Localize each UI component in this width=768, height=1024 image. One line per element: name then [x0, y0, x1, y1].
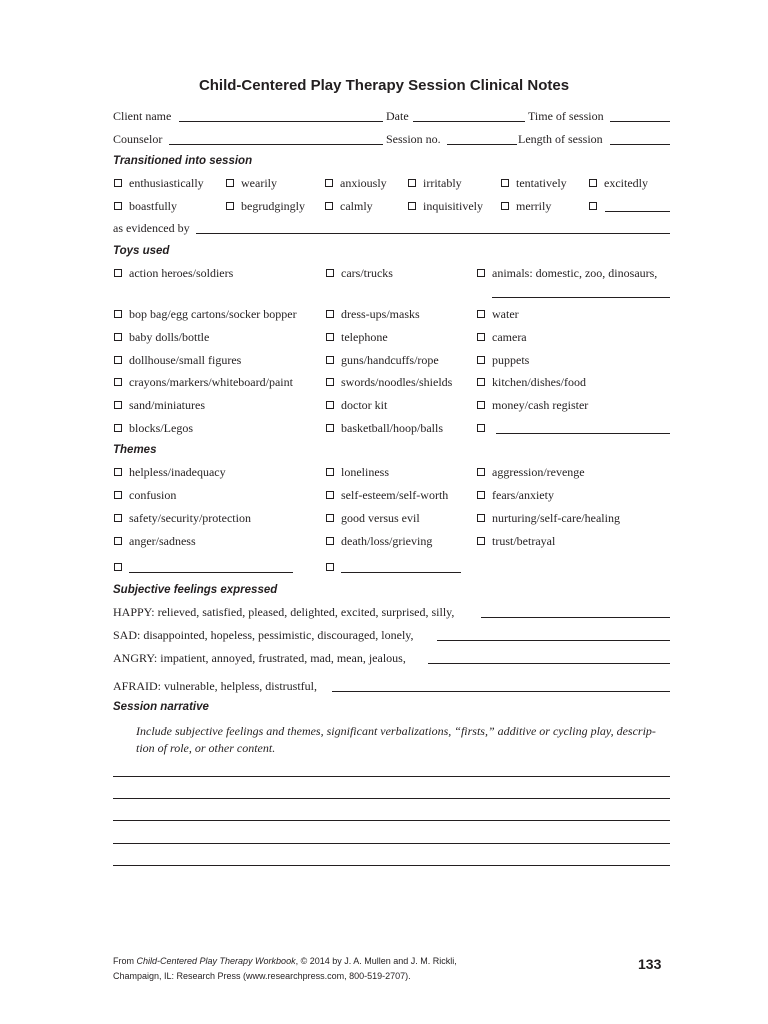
- other-theme-2-field[interactable]: [341, 572, 461, 573]
- session-no-field[interactable]: [447, 144, 517, 145]
- option-label: dollhouse/small figures: [129, 353, 242, 367]
- checkbox-begrudgingly[interactable]: [226, 202, 234, 210]
- option-label: guns/handcuffs/rope: [341, 353, 439, 367]
- checkbox-swords[interactable]: [326, 378, 334, 386]
- footer-credit-line-2: Champaign, IL: Research Press (www.researchpress.com, 800-519-2707).: [113, 971, 411, 981]
- option-label: self-esteem/self-worth: [341, 488, 449, 502]
- checkbox-nurturing[interactable]: [477, 514, 485, 522]
- option-label: death/loss/grieving: [341, 534, 433, 548]
- checkbox-action-heroes[interactable]: [114, 269, 122, 277]
- checkbox-animals[interactable]: [477, 269, 485, 277]
- other-transition-field[interactable]: [605, 211, 670, 212]
- afraid-label: AFRAID: vulnerable, helpless, distrustful,: [113, 679, 317, 693]
- checkbox-helpless[interactable]: [114, 468, 122, 476]
- toys-heading: Toys used: [113, 245, 170, 257]
- option-label: action heroes/soldiers: [129, 266, 234, 280]
- option-label: wearily: [241, 176, 277, 190]
- narrative-line[interactable]: [113, 820, 670, 821]
- option-label: enthusiastically: [129, 176, 204, 190]
- checkbox-baby-dolls[interactable]: [114, 333, 122, 341]
- counselor-field[interactable]: [169, 144, 383, 145]
- checkbox-anger[interactable]: [114, 537, 122, 545]
- option-label: animals: domestic, zoo, dinosaurs,: [492, 266, 658, 280]
- sad-field[interactable]: [437, 640, 670, 641]
- checkbox-excitedly[interactable]: [589, 179, 597, 187]
- option-label: tentatively: [516, 176, 567, 190]
- checkbox-aggression[interactable]: [477, 468, 485, 476]
- option-label: swords/noodles/shields: [341, 375, 453, 389]
- option-label: safety/security/protection: [129, 511, 251, 525]
- checkbox-other-toy[interactable]: [477, 424, 485, 432]
- option-label: dress-ups/masks: [341, 307, 420, 321]
- checkbox-dress-ups[interactable]: [326, 310, 334, 318]
- option-label: doctor kit: [341, 398, 388, 412]
- option-label: camera: [492, 330, 527, 344]
- option-label: irritably: [423, 176, 462, 190]
- checkbox-loneliness[interactable]: [326, 468, 334, 476]
- themes-heading: Themes: [113, 444, 157, 456]
- checkbox-good-vs-evil[interactable]: [326, 514, 334, 522]
- checkbox-puppets[interactable]: [477, 356, 485, 364]
- option-label: anger/sadness: [129, 534, 196, 548]
- narrative-line[interactable]: [113, 865, 670, 866]
- time-of-session-field[interactable]: [610, 121, 670, 122]
- checkbox-camera[interactable]: [477, 333, 485, 341]
- checkbox-money[interactable]: [477, 401, 485, 409]
- narrative-heading: Session narrative: [113, 701, 209, 713]
- checkbox-trust[interactable]: [477, 537, 485, 545]
- checkbox-crayons[interactable]: [114, 378, 122, 386]
- option-label: sand/miniatures: [129, 398, 205, 412]
- option-label: baby dolls/bottle: [129, 330, 210, 344]
- checkbox-guns[interactable]: [326, 356, 334, 364]
- checkbox-other-theme-2[interactable]: [326, 563, 334, 571]
- option-label: nurturing/self-care/healing: [492, 511, 620, 525]
- narrative-line[interactable]: [113, 776, 670, 777]
- counselor-label: Counselor: [113, 132, 163, 146]
- checkbox-confusion[interactable]: [114, 491, 122, 499]
- checkbox-water[interactable]: [477, 310, 485, 318]
- checkbox-kitchen[interactable]: [477, 378, 485, 386]
- option-label: kitchen/dishes/food: [492, 375, 586, 389]
- checkbox-safety[interactable]: [114, 514, 122, 522]
- option-label: excitedly: [604, 176, 648, 190]
- option-label: confusion: [129, 488, 177, 502]
- checkbox-anxiously[interactable]: [325, 179, 333, 187]
- option-label: basketball/hoop/balls: [341, 421, 443, 435]
- option-label: anxiously: [340, 176, 387, 190]
- option-label: blocks/Legos: [129, 421, 193, 435]
- client-name-field[interactable]: [179, 121, 383, 122]
- page-number: 133: [638, 956, 662, 972]
- checkbox-cars[interactable]: [326, 269, 334, 277]
- checkbox-dollhouse[interactable]: [114, 356, 122, 364]
- option-label: fears/anxiety: [492, 488, 554, 502]
- feelings-heading: Subjective feelings expressed: [113, 584, 278, 596]
- option-label: puppets: [492, 353, 530, 367]
- checkbox-tentatively[interactable]: [501, 179, 509, 187]
- checkbox-fears[interactable]: [477, 491, 485, 499]
- option-label: calmly: [340, 199, 373, 213]
- afraid-field[interactable]: [332, 691, 670, 692]
- length-of-session-field[interactable]: [610, 144, 670, 145]
- narrative-instruction-1: Include subjective feelings and themes, significant verbalizations, “firsts,” additive or cycling play, descrip-: [136, 724, 656, 738]
- sad-label: SAD: disappointed, hopeless, pessimistic, discouraged, lonely,: [113, 628, 414, 642]
- option-label: aggression/revenge: [492, 465, 585, 479]
- checkbox-death[interactable]: [326, 537, 334, 545]
- option-label: cars/trucks: [341, 266, 393, 280]
- checkbox-enthusiastically[interactable]: [114, 179, 122, 187]
- evidenced-by-label: as evidenced by: [113, 221, 190, 235]
- animals-extra-field[interactable]: [492, 297, 670, 298]
- option-label: bop bag/egg cartons/socker bopper: [129, 307, 297, 321]
- other-toy-field[interactable]: [496, 433, 670, 434]
- checkbox-wearily[interactable]: [226, 179, 234, 187]
- happy-label: HAPPY: relieved, satisfied, pleased, delighted, excited, surprised, silly,: [113, 605, 455, 619]
- date-field[interactable]: [413, 121, 525, 122]
- length-of-session-label: Length of session: [518, 132, 603, 146]
- checkbox-irritably[interactable]: [408, 179, 416, 187]
- option-label: boastfully: [129, 199, 177, 213]
- footer-credit-line-1: [113, 956, 457, 966]
- option-label: begrudgingly: [241, 199, 305, 213]
- narrative-instruction-2: tion of role, or other content.: [136, 741, 276, 755]
- footer-from: From: [113, 956, 137, 966]
- angry-field[interactable]: [428, 663, 670, 664]
- checkbox-inquisitively[interactable]: [408, 202, 416, 210]
- other-theme-1-field[interactable]: [129, 572, 293, 573]
- narrative-line[interactable]: [113, 843, 670, 844]
- checkbox-bop-bag[interactable]: [114, 310, 122, 318]
- evidenced-by-field[interactable]: [196, 233, 670, 234]
- angry-label: ANGRY: impatient, annoyed, frustrated, mad, mean, jealous,: [113, 651, 406, 665]
- checkbox-calmly[interactable]: [325, 202, 333, 210]
- option-label: crayons/markers/whiteboard/paint: [129, 375, 293, 389]
- option-label: telephone: [341, 330, 388, 344]
- checkbox-doctor-kit[interactable]: [326, 401, 334, 409]
- checkbox-other-transition[interactable]: [589, 202, 597, 210]
- option-label: helpless/inadequacy: [129, 465, 226, 479]
- checkbox-sand[interactable]: [114, 401, 122, 409]
- option-label: loneliness: [341, 465, 389, 479]
- session-no-label: Session no.: [386, 132, 441, 146]
- happy-field[interactable]: [481, 617, 670, 618]
- client-name-label: Client name: [113, 109, 172, 123]
- checkbox-basketball[interactable]: [326, 424, 334, 432]
- option-label: money/cash register: [492, 398, 589, 412]
- footer-copyright: , © 2014 by J. A. Mullen and J. M. Rickli,: [295, 956, 457, 966]
- transitioned-heading: Transitioned into session: [113, 155, 253, 167]
- option-label: trust/betrayal: [492, 534, 556, 548]
- checkbox-self-esteem[interactable]: [326, 491, 334, 499]
- option-label: good versus evil: [341, 511, 420, 525]
- checkbox-blocks[interactable]: [114, 424, 122, 432]
- option-label: water: [492, 307, 519, 321]
- option-label: merrily: [516, 199, 552, 213]
- checkbox-merrily[interactable]: [501, 202, 509, 210]
- narrative-line[interactable]: [113, 798, 670, 799]
- page-title: Child-Centered Play Therapy Session Clinical Notes: [198, 77, 570, 94]
- checkbox-telephone[interactable]: [326, 333, 334, 341]
- footer-book-title: Child-Centered Play Therapy Workbook: [136, 956, 296, 966]
- checkbox-boastfully[interactable]: [114, 202, 122, 210]
- date-label: Date: [386, 109, 409, 123]
- time-of-session-label: Time of session: [528, 109, 604, 123]
- option-label: inquisitively: [423, 199, 483, 213]
- checkbox-other-theme-1[interactable]: [114, 563, 122, 571]
